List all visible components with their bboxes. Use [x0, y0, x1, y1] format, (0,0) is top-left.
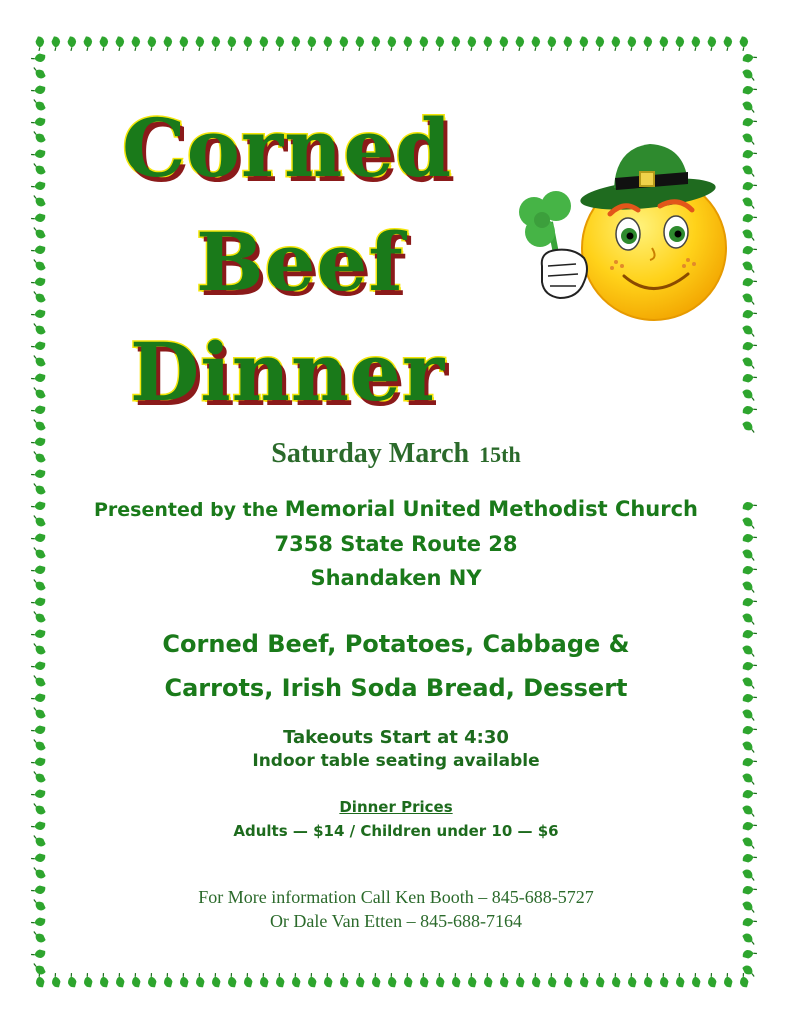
church-name: Memorial United Methodist Church	[284, 497, 699, 521]
glove-hand-icon	[542, 250, 587, 298]
presenter-line	[0, 497, 792, 521]
address-line-1: 7358 State Route 28	[274, 532, 518, 556]
leprechaun-smiley-icon	[512, 136, 732, 336]
seating-note: Indoor table seating available	[252, 751, 540, 771]
title-line-dinner: Dinner	[130, 325, 446, 419]
prices-details: Adults — $14 / Children under 10 — $6	[233, 822, 559, 840]
prices-heading: Dinner Prices	[339, 798, 453, 816]
contact-line-1: For More information Call Ken Booth – 845-688-5727	[198, 887, 594, 907]
menu-line-2: Carrots, Irish Soda Bread, Dessert	[164, 674, 628, 702]
takeout-time: Takeouts Start at 4:30	[283, 727, 509, 748]
address-line-2: Shandaken NY	[310, 566, 482, 590]
presenter-prefix: Presented by the	[93, 499, 279, 521]
title-line-beef: Beef	[196, 215, 404, 309]
title-line-corned: Corned	[122, 101, 453, 195]
event-date-main: Saturday March	[271, 438, 470, 469]
event-date-day: 15th	[479, 442, 521, 467]
event-date	[0, 438, 792, 470]
contact-line-2: Or Dale Van Etten – 845-688-7164	[269, 911, 523, 931]
menu-line-1: Corned Beef, Potatoes, Cabbage &	[162, 630, 630, 658]
